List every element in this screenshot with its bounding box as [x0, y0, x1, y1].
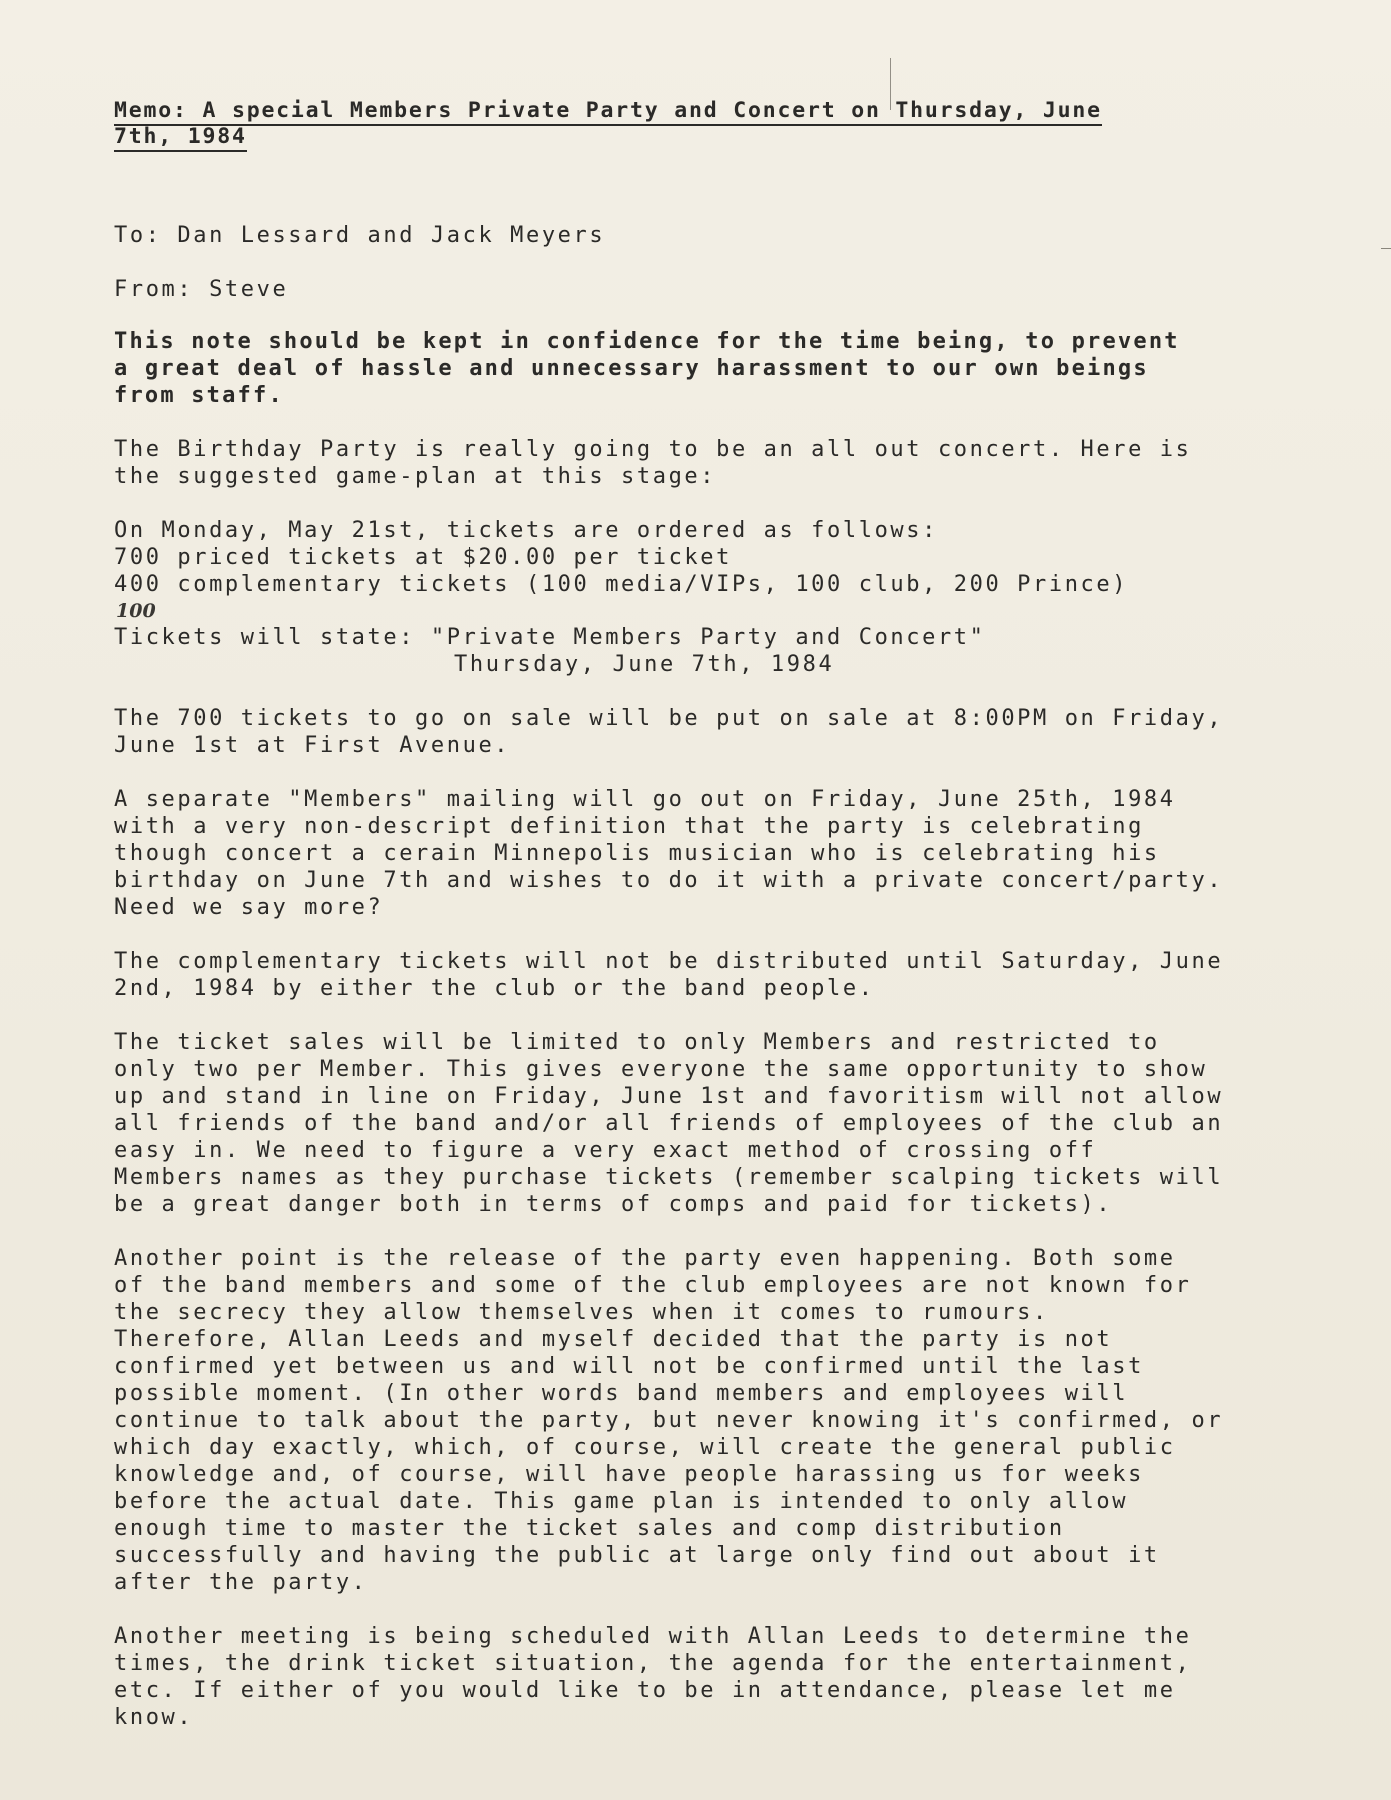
paper-edge-mark	[1381, 248, 1391, 249]
paragraph-birthday: The Birthday Party is really going to be an all out concert. Here is the suggested game-plan at this stage:	[114, 437, 1192, 489]
memo-title-line2: 7th, 1984	[114, 124, 247, 152]
ticket-order-list: On Monday, May 21st, tickets are ordered as follows: 700 priced tickets at $20.00 per ticket 400 complementary tickets (100 media/VIPs, 100 club, 200 Prince)	[114, 518, 1129, 597]
handwritten-note: 100	[116, 600, 156, 622]
confidential-notice: This note should be kept in confidence for the time being, to prevent a great deal of hassle and unnecessary harassment to our own beings from staff.	[114, 329, 1180, 408]
paragraph-sale: The 700 tickets to go on sale will be put on sale at 8:00PM on Friday, June 1st at First Avenue.	[114, 706, 1224, 758]
memo-to: To: Dan Lessard and Jack Meyers	[114, 223, 606, 248]
memo-title-line1: Memo: A special Members Private Party and Concert on Thursday, June	[114, 98, 1102, 126]
paragraph-meeting: Another meeting is being scheduled with Allan Leeds to determine the times, the drink ticket situation, the agenda for the entertainment, etc. If either of you would like to be in attendance, please let me know.	[114, 1624, 1192, 1730]
ticket-wording: Tickets will state: "Private Members Party and Concert"	[114, 625, 986, 650]
memo-body	[114, 98, 1264, 1731]
paragraph-secrecy: Another point is the release of the party even happening. Both some of the band members and some of the club employees are not known for the secrecy they allow themselves when it comes to rumours. Therefore, Allan Leeds and myself decided that the party is not confirmed yet between us and will not be confirmed until the last possible moment. (In other words band members and employees will continue to talk about the party, but never knowing it's confirmed, or which day exactly, which, of course, will create the general public knowledge and, of course, will have people harassing us for weeks before the actual date. This game plan is intended to only allow enough time to master the ticket sales and comp distribution successfully and having the public at large only find out about it after the party.	[114, 1246, 1224, 1595]
paragraph-limits: The ticket sales will be limited to only Members and restricted to only two per Member. This gives everyone the same opportunity to show up and stand in line on Friday, June 1st and favoritism will not allow all friends of the band and/or all friends of employees of the club an easy in. We need to figure a very exact method of crossing off Members names as they purchase tickets (remember scalping tickets will be a great danger both in terms of comps and paid for tickets).	[114, 1030, 1224, 1217]
memo-title	[114, 98, 1264, 150]
ticket-wording-date: Thursday, June 7th, 1984	[454, 652, 835, 677]
ticket-order-block	[114, 517, 1264, 678]
paragraph-comps: The complementary tickets will not be distributed until Saturday, June 2nd, 1984 by either the club or the band people.	[114, 949, 1224, 1001]
memo-from: From: Steve	[114, 277, 289, 302]
paragraph-mailing: A separate "Members" mailing will go out on Friday, June 25th, 1984 with a very non-descript definition that the party is celebrating though concert a cerain Minnepolis musician who is celebrating his birthday on June 7th and wishes to do it with a private concert/party. Need we say more?	[114, 787, 1224, 920]
